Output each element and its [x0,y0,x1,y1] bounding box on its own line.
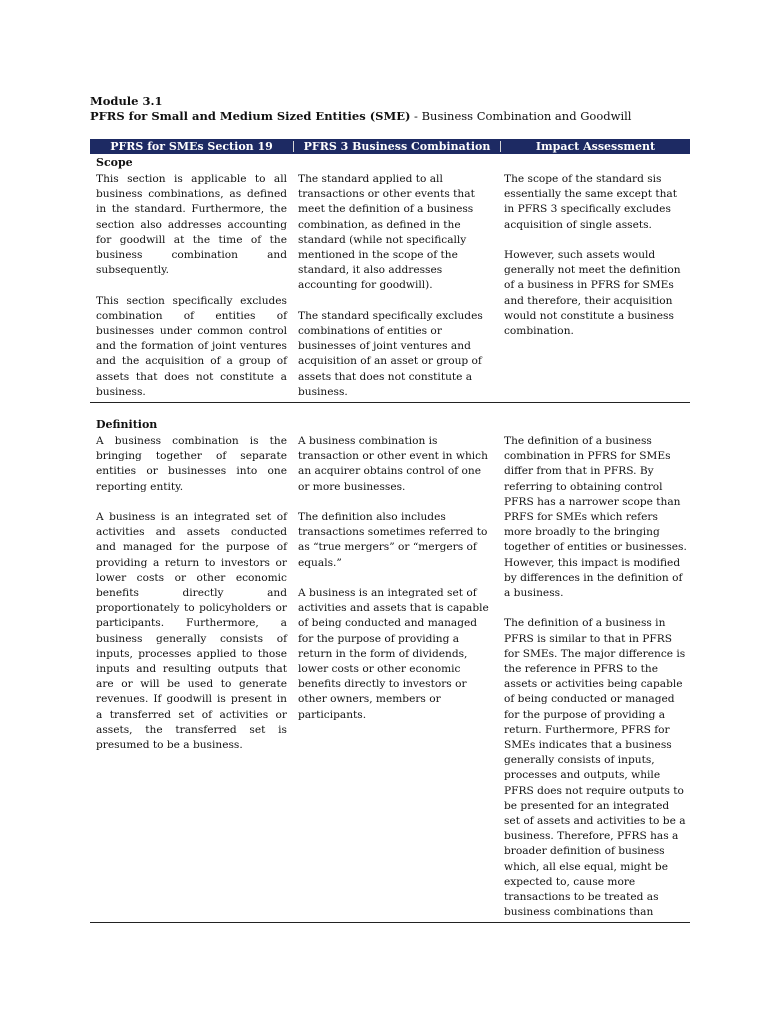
scope-impact-text [504,172,688,354]
definition-impact-text [504,434,688,936]
header-pfrs3: PFRS 3 Business Combination [303,140,491,153]
paragraph: A business combination is transaction or other event in which an acquirer obtains control of one or more businesses. [298,435,488,493]
header-impact: Impact Assessment [535,140,656,153]
document-title-rest: - Business Combination and Goodwill [410,109,632,123]
paragraph: A business is an integrated set of activities and assets conducted and managed for the purpose of providing a return to investors or lower costs or other economic benefits directly and proportionately to policyholders or participants. Furthermore, a business generally consists of inputs, processes applied to those inputs and resulting outputs that are or will be used to generate revenues. If goodwill is present in a transferred set of activities or assets, the transferred set is presumed to be a business. [96,511,287,752]
document-title [90,109,631,123]
paragraph: However, such assets would generally not meet the definition of a business in PFRS for SMEs and therefore, their acquisition would not constitute a business combination. [504,249,681,338]
scope-section [90,155,690,403]
scope-smes-text [96,172,287,415]
paragraph: The standard specifically excludes combinations of entities or businesses of joint ventures and acquisition of an asset or group of assets that does not constitute a business. [298,309,483,398]
module-number: Module 3.1 [90,94,163,108]
paragraph: The definition also includes transactions sometimes referred to as “true mergers” or “mergers of equals.” [298,511,488,569]
paragraph: This section specifically excludes combination of entities of businesses under common control and the formation of joint ventures and the acquisition of a group of assets that does not constitute a business. [96,294,287,398]
definition-pfrs3-text [298,434,494,738]
paragraph: A business is an integrated set of activities and assets that is capable of being conducted and managed for the purpose of providing a return in the form of dividends, lower costs or other economic benefits directly to investors or other owners, members or participants. [298,587,489,721]
paragraph: The definition of a business combination in PFRS for SMEs differ from that in PFRS. By referring to obtaining control PFRS has a narrower scope than PRFS for SMEs which refers more broadly to the bringing together of entities or businesses. However, this impact is modified by differences in the definition of a business. [504,435,687,600]
paragraph: The standard applied to all transactions or other events that meet the definition of a business combination, as defined in the standard (while not specifically mentioned in the scope of the standard, it also addresses accounting for goodwill). [298,173,475,292]
section-title-definition: Definition [96,418,158,431]
document-title-bold: PFRS for Small and Medium Sized Entities (SME) [90,109,411,123]
paragraph: A business combination is the bringing together of separate entities or businesses into one reporting entity. [96,435,287,493]
definition-section [90,417,690,923]
table-header [90,139,690,154]
scope-pfrs3-text [298,172,494,415]
paragraph: The definition of a business in PFRS is similar to that in PFRS for SMEs. The major difference is the reference in PFRS to the assets or activities being capable of being conducted or managed for the purpose of providing a return. Furthermore, PFRS for SMEs indicates that a business generally consists of inputs, processes and outputs, while PFRS does not require outputs to be presented for an integrated set of assets and activities to be a business. Therefore, PFRS has a broader definition of business which, all else equal, might be expected to, cause more transactions to be treated as business combinations than [504,617,686,919]
section-title-scope: Scope [96,156,133,169]
paragraph: The scope of the standard sis essentially the same except that in PFRS 3 specifically excludes acquisition of single assets. [504,173,677,231]
paragraph: This section is applicable to all business combinations, as defined in the standard. Furthermore, the section also addresses accounting for goodwill at the time of the business combination and subsequently. [96,173,287,277]
header-pfrs-smes: PFRS for SMEs Section 19 [110,140,273,153]
definition-smes-text [96,434,287,768]
